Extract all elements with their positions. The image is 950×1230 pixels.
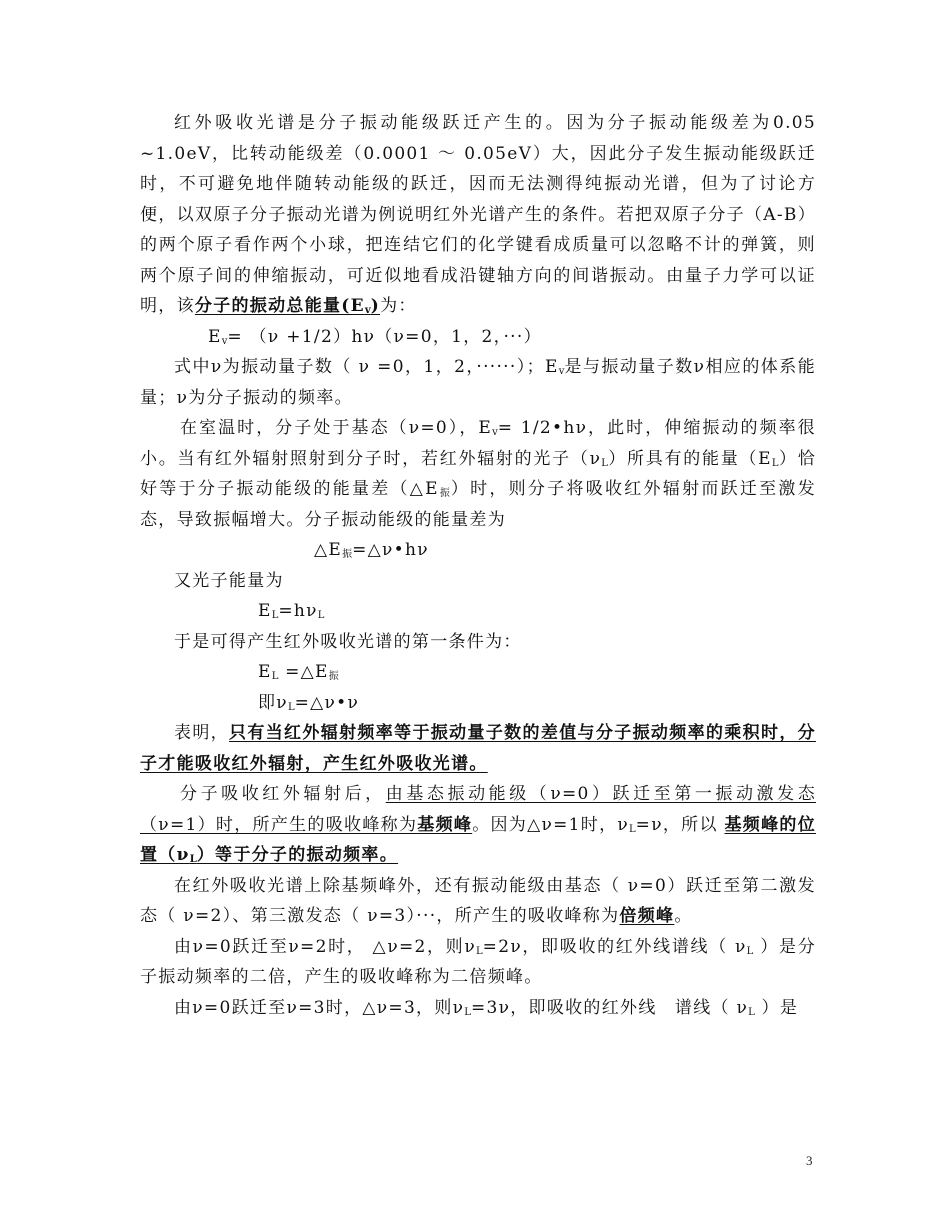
paragraph-ir-origin: 红外吸收光谱是分子振动能级跃迁产生的。因为分子振动能级差为0.05 ~1.0eV，比转动能级差（0.0001 ～ 0.05eV）大，因此分子发生振动能级跃迁时，不可避免地伴随转动能级的跃迁，因而无法测得纯振动光谱，但为了讨论方便，以双原子分子振动光谱为例说明红外光谱产生的条件。若把双原子分子（A-B）的两个原子看作两个小球，把连结它们的化学键看成质量可以忽略不计的弹簧，则两个原子间的伸缩振动，可近似地看成沿键轴方向的间谐振动。由量子力学可以证明，该分子的振动总能量$(E_v)$为： [140, 113, 816, 316]
paragraph-second-overtone: 由ν=0跃迁至ν=2时， △ν=2，则$\nu_L=2\nu$，即吸收的红外线谱线（ $\nu_L$ ）是分子振动频率的二倍，产生的吸收峰称为二倍频峰。 [140, 936, 817, 987]
equation-condition-1: $E_L$ $=\triangle E_振$ [258, 662, 339, 682]
overtone-peak-term: 倍频峰 [619, 906, 675, 926]
equation-energy-difference: $\triangle E_振=\triangle\nu•h\nu$ [314, 540, 429, 560]
paragraph-conclusion: 表明，只有当红外辐射频率等于振动量子数的差值与分子振动频率的乘积时，分子才能吸收红外辐射，产生红外吸收光谱。 [140, 723, 816, 774]
fundamental-peak-position: 基频峰的位置$(\nu_L)$等于分子的振动频率。 [140, 814, 817, 865]
paragraph-first-condition: 于是可得产生红外吸收光谱的第一条件为： [174, 631, 522, 652]
paragraph-room-temperature: 在室温时，分子处于基态（ν=0），$E_v=$ 1/2•hν，此时，伸缩振动的频率很小。当有红外辐射照射到分子时，若红外辐射的光子$(\nu_L)$所具有的能量$(E_L)$恰好等于分子振动能级的能量差$(\triangle E_振)$时，则分子将吸收红外辐射而跃迁至激发态，导致振幅增大。分子振动能级的能量差为 [140, 418, 816, 530]
document-body [140, 108, 816, 1023]
key-statement: 只有当红外辐射频率等于振动量子数的差值与分子振动频率的乘积时，分子才能吸收红外辐射，产生红外吸收光谱。 [140, 723, 816, 774]
total-energy-term: 分子的振动总能量$(E_v)$ [194, 296, 381, 316]
fundamental-peak-term: 基频峰 [417, 814, 473, 835]
paragraph-symbols: 式中ν为振动量子数（ ν =0，1，2，······）；$E_v$是与振动量子数ν相应的体系能量；ν为分子振动的频率。 [140, 357, 816, 408]
equation-vibration-energy: $E_v= (\nu +1/2)h\nu(\nu=0$，1，2，···） [208, 326, 542, 347]
page-number: 3 [806, 1153, 813, 1168]
paragraph-third-overtone: 由ν=0跃迁至ν=3时，△ν=3，则$\nu_L=3\nu$，即吸收的红外线 谱线（ $\nu_L$ ）是 [174, 997, 799, 1018]
equation-photon-energy: $E_L=h\nu_L$ [258, 601, 325, 621]
paragraph-overtone-peak: 在红外吸收光谱上除基频峰外，还有振动能级由基态（ ν=0）跃迁至第二激发态（ ν=2）、第三激发态（ ν=3）···，所产生的吸收峰称为倍频峰。 [140, 875, 816, 926]
paragraph-fundamental-peak: 分子吸收红外辐射后，由基态振动能级（ν=0）跃迁至第一振动激发态（ν=1）时，所产生的吸收峰称为基频峰。因为△ν=1时，$\nu_L=\nu$，所以 基频峰的位置$(\nu_L)$等于分子的振动频率。 [140, 784, 817, 865]
equation-condition-2: 即$\nu_L=\triangle\nu•\nu$ [258, 692, 360, 713]
paragraph-photon-energy: 又光子能量为 [174, 570, 284, 591]
